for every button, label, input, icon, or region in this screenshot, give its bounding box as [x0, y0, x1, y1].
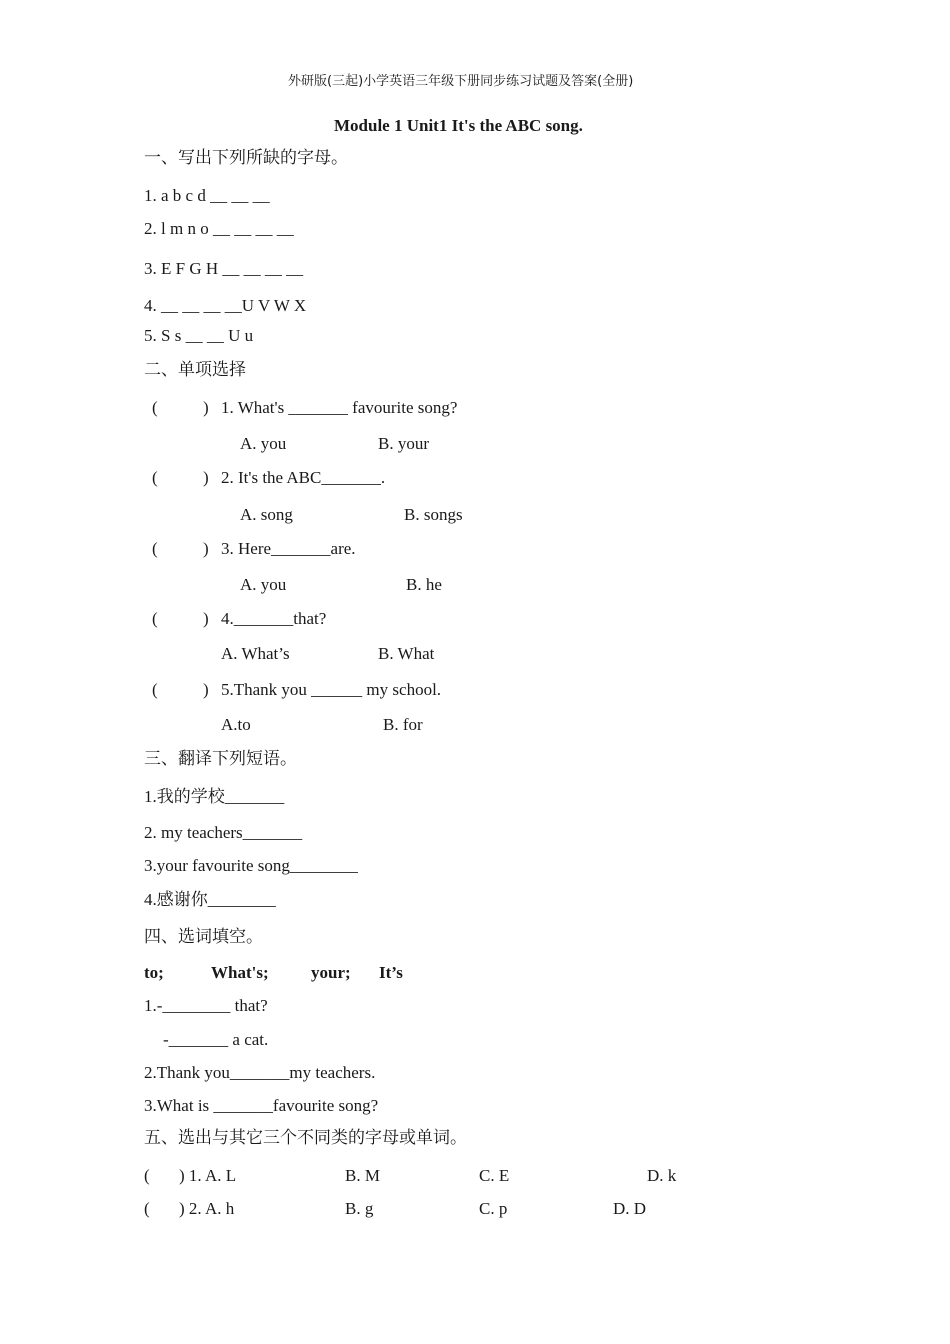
s3-item-2: 2. my teachers_______: [144, 823, 303, 842]
s1-item-5: 5. S s __ __ U u: [144, 326, 254, 345]
q2-text: 2. It's the ABC_______.: [221, 468, 386, 487]
s5-q2-option-b: B. g: [345, 1199, 374, 1218]
q5-close-paren: ): [203, 680, 209, 699]
section-3-heading: 三、翻译下列短语。: [144, 749, 297, 769]
q1-option-a: A. you: [240, 434, 287, 453]
s4-item-2: 2.Thank you_______my teachers.: [144, 1063, 376, 1082]
s1-item-2: 2. l m n o __ __ __ __: [144, 219, 294, 238]
s3-item-3: 3.your favourite song________: [144, 856, 358, 875]
s1-item-4: 4. __ __ __ __U V W X: [144, 296, 307, 315]
s5-q2-paren: (: [144, 1199, 150, 1218]
q3-text: 3. Here_______are.: [221, 539, 356, 558]
q1-open-paren: (: [152, 398, 158, 417]
q5-open-paren: (: [152, 680, 158, 699]
section-5-heading: 五、选出与其它三个不同类的字母或单词。: [144, 1128, 467, 1148]
s4-item-1: 1.-________ that?: [144, 996, 268, 1015]
q4-option-b: B. What: [378, 644, 435, 663]
s5-q1-option-c: C. E: [479, 1166, 510, 1185]
s1-item-3: 3. E F G H __ __ __ __: [144, 259, 304, 278]
q4-open-paren: (: [152, 609, 158, 628]
word-bank-its: It’s: [379, 963, 403, 982]
q2-open-paren: (: [152, 468, 158, 487]
s4-item-1-answer: -_______ a cat.: [163, 1030, 269, 1049]
q1-close-paren: ): [203, 398, 209, 417]
q2-option-a: A. song: [240, 505, 293, 524]
s3-item-1: 1.我的学校_______: [144, 787, 285, 806]
s5-q2-text: ) 2. A. h: [179, 1199, 235, 1218]
section-2-heading: 二、单项选择: [144, 360, 246, 380]
q5-option-a: A.to: [221, 715, 251, 734]
q5-option-b: B. for: [383, 715, 423, 734]
q4-option-a: A. What’s: [221, 644, 290, 663]
q4-text: 4._______that?: [221, 609, 327, 628]
s5-q1-option-d: D. k: [647, 1166, 677, 1185]
word-bank-whats: What's;: [211, 963, 269, 982]
worksheet-title: Module 1 Unit1 It's the ABC song.: [334, 116, 583, 135]
s3-item-4: 4.感谢你________: [144, 890, 276, 909]
q3-open-paren: (: [152, 539, 158, 558]
q1-text: 1. What's _______ favourite song?: [221, 398, 458, 417]
q1-option-b: B. your: [378, 434, 429, 453]
q2-close-paren: ): [203, 468, 209, 487]
s5-q2-option-c: C. p: [479, 1199, 508, 1218]
s5-q1-text: ) 1. A. L: [179, 1166, 237, 1185]
q3-option-b: B. he: [406, 575, 442, 594]
q4-close-paren: ): [203, 609, 209, 628]
q5-text: 5.Thank you ______ my school.: [221, 680, 442, 699]
q2-option-b: B. songs: [404, 505, 463, 524]
q3-close-paren: ): [203, 539, 209, 558]
section-4-heading: 四、选词填空。: [144, 927, 263, 947]
page-header: 外研版(三起)小学英语三年级下册同步练习试题及答案(全册): [288, 74, 634, 89]
word-bank-to: to;: [144, 963, 164, 982]
q3-option-a: A. you: [240, 575, 287, 594]
s5-q1-paren: (: [144, 1166, 150, 1185]
s5-q2-option-d: D. D: [613, 1199, 647, 1218]
word-bank-your: your;: [311, 963, 351, 982]
s4-item-3: 3.What is _______favourite song?: [144, 1096, 379, 1115]
section-1-heading: 一、写出下列所缺的字母。: [144, 148, 348, 168]
s5-q1-option-b: B. M: [345, 1166, 380, 1185]
s1-item-1: 1. a b c d __ __ __: [144, 186, 270, 205]
